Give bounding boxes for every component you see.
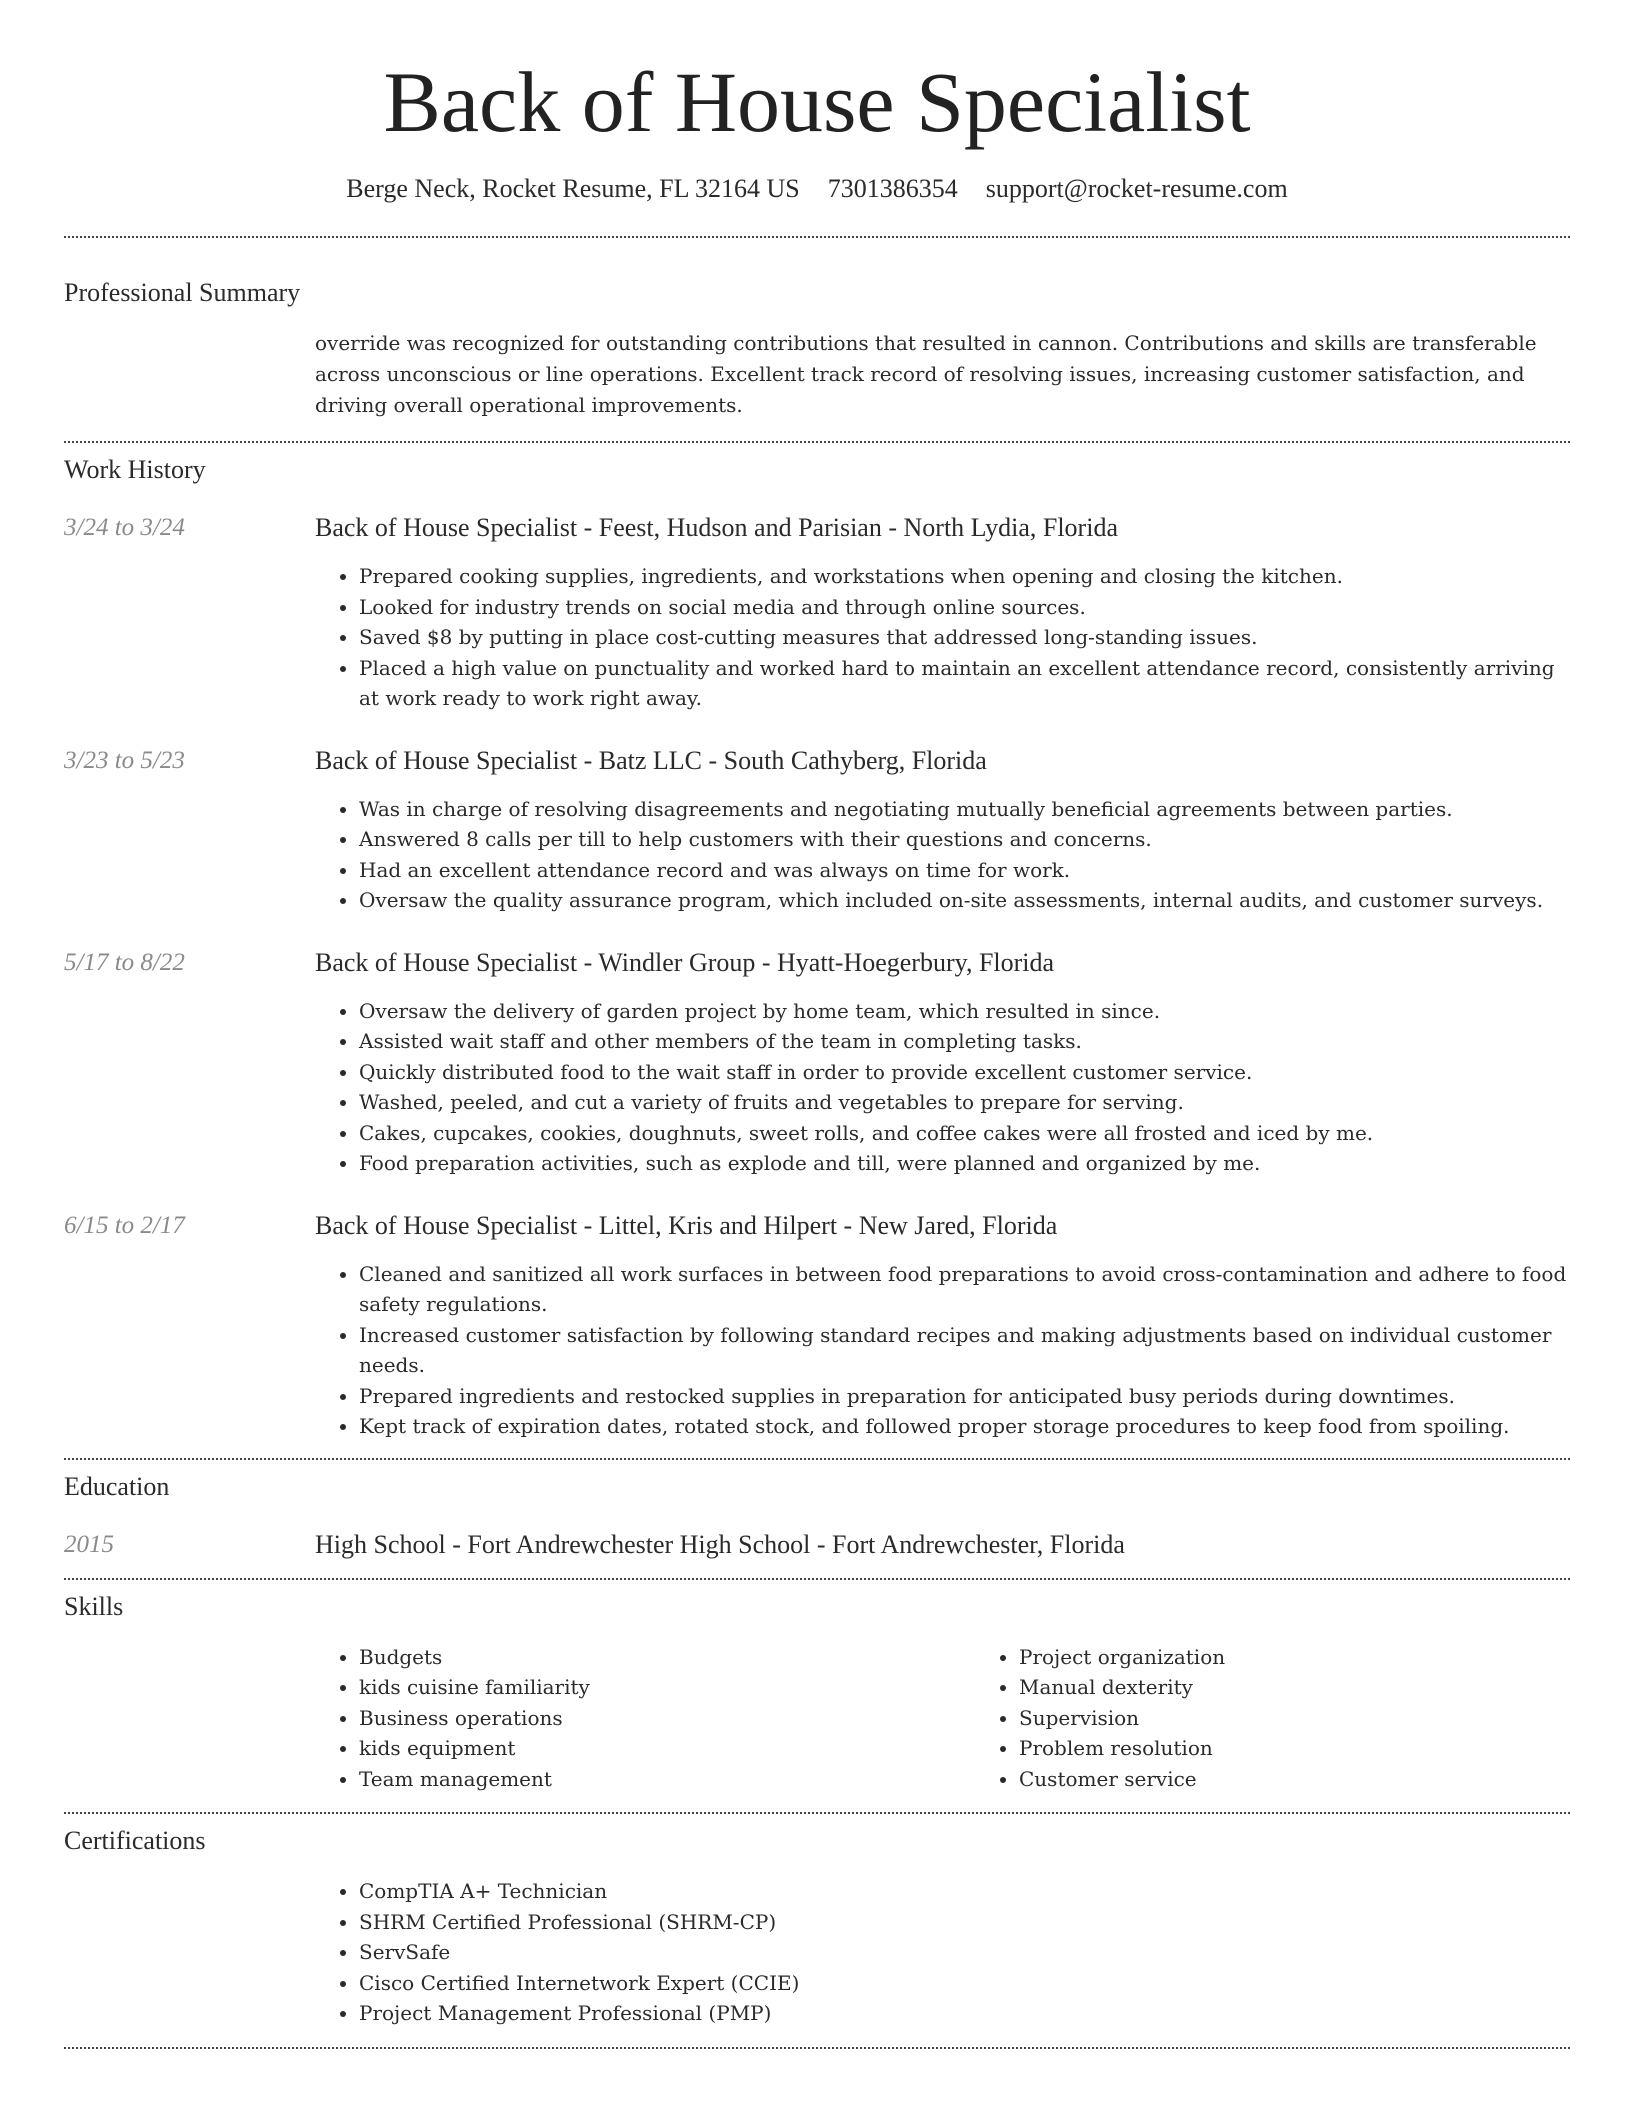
- summary-text: override was recognized for outstanding contributions that resulted in cannon. Contributions and skills are transferable across unconscious or line operations. Excellent track record of resolving issues, increasing customer satisfaction, and driving overall operational improvements.: [315, 331, 1537, 417]
- list-item: • Cakes, cupcakes, cookies, doughnuts, sweet rolls, and coffee cakes were all frosted and iced by me.: [359, 1118, 1570, 1149]
- divider: [64, 2047, 1570, 2049]
- job-entry: [64, 948, 1570, 1179]
- list-item: • Assisted wait staff and other members of the team in completing tasks.: [359, 1026, 1570, 1057]
- divider: [64, 236, 1570, 238]
- job-bullets: [315, 561, 1570, 714]
- contact-address: Berge Neck, Rocket Resume, FL 32164 US: [346, 174, 800, 203]
- certifications-section: [64, 1826, 1570, 2029]
- job-entry: [64, 1211, 1570, 1442]
- job-heading: Back of House Specialist - Littel, Kris and Hilpert - New Jared, Florida: [315, 1210, 1058, 1240]
- job-dates: 5/17 to 8/22: [64, 948, 185, 976]
- skills-list: [315, 1642, 1570, 1795]
- skill-item: • kids cuisine familiarity: [359, 1672, 975, 1703]
- resume-header: [64, 52, 1570, 204]
- list-item: • Looked for industry trends on social media and through online sources.: [359, 592, 1570, 623]
- skill-item: • Problem resolution: [1019, 1733, 1632, 1764]
- certification-item: • SHRM Certified Professional (SHRM-CP): [359, 1907, 1570, 1938]
- certification-item: • Cisco Certified Internetwork Expert (CCIE): [359, 1968, 1570, 1999]
- contact-line: [64, 174, 1570, 204]
- summary-section: [64, 278, 1570, 421]
- skill-item: • Team management: [359, 1764, 975, 1795]
- education-year: 2015: [64, 1530, 114, 1558]
- education-heading: High School - Fort Andrewchester High School - Fort Andrewchester, Florida: [315, 1529, 1125, 1559]
- skill-item: • Business operations: [359, 1703, 975, 1734]
- education-entry: [64, 1530, 1570, 1560]
- list-item: • Was in charge of resolving disagreements and negotiating mutually beneficial agreements between parties.: [359, 794, 1570, 825]
- job-dates: 3/23 to 5/23: [64, 746, 185, 774]
- section-title-education: Education: [64, 1471, 170, 1501]
- skills-column-left: [315, 1642, 975, 1795]
- list-item: • Answered 8 calls per till to help customers with their questions and concerns.: [359, 824, 1570, 855]
- job-entry: [64, 513, 1570, 714]
- certification-item: • Project Management Professional (PMP): [359, 1998, 1570, 2029]
- skill-item: • Manual dexterity: [1019, 1672, 1632, 1703]
- divider: [64, 441, 1570, 443]
- education-section: [64, 1472, 1570, 1560]
- section-title-certifications: Certifications: [64, 1826, 206, 1855]
- skill-item: • Supervision: [1019, 1703, 1632, 1734]
- job-dates: 6/15 to 2/17: [64, 1211, 185, 1239]
- skill-item: • kids equipment: [359, 1733, 975, 1764]
- certification-item: • CompTIA A+ Technician: [359, 1876, 1570, 1907]
- list-item: • Cleaned and sanitized all work surfaces in between food preparations to avoid cross-contamination and adhere to food safety regulations.: [359, 1259, 1570, 1320]
- job-heading: Back of House Specialist - Feest, Hudson and Parisian - North Lydia, Florida: [315, 513, 1118, 542]
- list-item: • Washed, peeled, and cut a variety of fruits and vegetables to prepare for serving.: [359, 1087, 1570, 1118]
- resume-name: Back of House Specialist: [383, 54, 1251, 150]
- skill-item: • Budgets: [359, 1642, 975, 1673]
- contact-email[interactable]: support@rocket-resume.com: [985, 174, 1288, 203]
- divider: [64, 1458, 1570, 1460]
- list-item: • Placed a high value on punctuality and worked hard to maintain an excellent attendance record, consistently arriving at work ready to work right away.: [359, 653, 1570, 714]
- list-item: • Prepared ingredients and restocked supplies in preparation for anticipated busy periods during downtimes.: [359, 1381, 1570, 1412]
- list-item: • Oversaw the quality assurance program, which included on-site assessments, internal audits, and customer surveys.: [359, 885, 1570, 916]
- job-heading: Back of House Specialist - Batz LLC - South Cathyberg, Florida: [315, 745, 987, 775]
- skills-section: [64, 1592, 1570, 1795]
- section-title-summary: Professional Summary: [64, 278, 301, 307]
- job-heading: Back of House Specialist - Windler Group - Hyatt-Hoegerbury, Florida: [315, 947, 1055, 977]
- list-item: • Increased customer satisfaction by following standard recipes and making adjustments based on individual customer needs.: [359, 1320, 1570, 1381]
- job-dates: 3/24 to 3/24: [64, 514, 185, 541]
- skill-item: • Project organization: [1019, 1642, 1632, 1673]
- section-title-skills: Skills: [64, 1591, 124, 1621]
- skills-column-right: [975, 1642, 1632, 1795]
- resume-page: [64, 0, 1570, 2049]
- certification-item: • ServSafe: [359, 1937, 1570, 1968]
- work-history-section: [64, 455, 1570, 1442]
- divider: [64, 1812, 1570, 1814]
- divider: [64, 1578, 1570, 1580]
- job-bullets: [315, 1259, 1570, 1442]
- list-item: • Prepared cooking supplies, ingredients, and workstations when opening and closing the kitchen.: [359, 561, 1570, 592]
- list-item: • Kept track of expiration dates, rotated stock, and followed proper storage procedures to keep food from spoiling.: [359, 1411, 1570, 1442]
- job-entry: [64, 746, 1570, 916]
- job-bullets: [315, 996, 1570, 1179]
- section-title-work-history: Work History: [64, 455, 206, 484]
- job-bullets: [315, 794, 1570, 916]
- list-item: • Food preparation activities, such as explode and till, were planned and organized by me.: [359, 1148, 1570, 1179]
- list-item: • Oversaw the delivery of garden project by home team, which resulted in since.: [359, 996, 1570, 1027]
- certifications-list: [315, 1876, 1570, 2029]
- list-item: • Quickly distributed food to the wait staff in order to provide excellent customer service.: [359, 1057, 1570, 1088]
- list-item: • Saved $8 by putting in place cost-cutting measures that addressed long-standing issues.: [359, 622, 1570, 653]
- contact-phone: 7301386354: [827, 174, 958, 203]
- skill-item: • Customer service: [1019, 1764, 1632, 1795]
- list-item: • Had an excellent attendance record and was always on time for work.: [359, 855, 1570, 886]
